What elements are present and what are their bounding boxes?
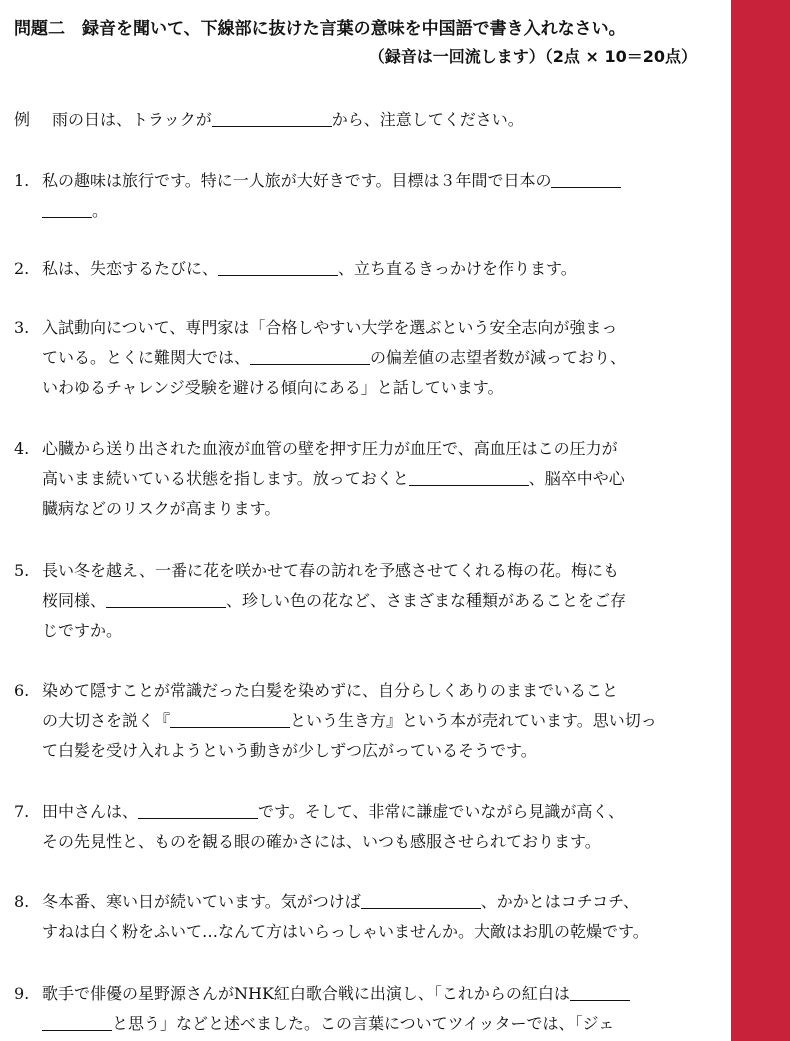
question-line: て白髪を受け入れようという動きが少しずつ広がっているそうです。 — [42, 741, 537, 760]
question-1 — [14, 166, 704, 226]
answer-blank[interactable] — [170, 709, 290, 728]
question-text: という生き方』という本が売れています。思い切っ — [290, 711, 657, 730]
question-number: 9. — [14, 984, 30, 1003]
question-text: 歌手で俳優の星野源さんがNHK紅白歌合戦に出演し、「これからの紅白は — [42, 984, 570, 1003]
question-line — [42, 254, 704, 284]
question-5 — [14, 556, 704, 646]
example-text-after: から、注意してください。 — [331, 110, 524, 129]
question-8 — [14, 887, 704, 947]
question-text: 高いまま続いている状態を指します。放っておくと — [42, 469, 409, 488]
answer-blank[interactable] — [570, 982, 630, 1001]
section-title: 問題二 録音を聞いて、下線部に抜けた言葉の意味を中国語で書き入れなさい。 — [14, 19, 626, 39]
question-line: 長い冬を越え、一番に花を咲かせて春の訪れを予感させてくれる梅の花。梅にも — [42, 561, 619, 580]
red-side-bar — [731, 0, 790, 1041]
question-4 — [14, 434, 704, 524]
question-line: すねは白く粉をふいて…なんて方はいらっしゃいませんか。大敵はお肌の乾燥です。 — [42, 922, 649, 941]
question-text: 、立ち直るきっかけを作ります。 — [338, 259, 577, 278]
question-text: 、脳卒中や心 — [528, 469, 625, 488]
question-line: じですか。 — [42, 621, 123, 640]
question-text: の大切さを説く『 — [42, 711, 171, 730]
answer-blank[interactable] — [250, 346, 370, 365]
question-line — [42, 797, 704, 827]
answer-blank[interactable] — [42, 1012, 112, 1031]
question-text: です。そして、非常に謙虚でいながら見識が高く、 — [258, 802, 625, 821]
question-line — [42, 887, 704, 917]
question-line: 染めて隠すことが常識だった白髪を染めずに、自分らしくありのままでいること — [42, 681, 619, 700]
question-text: 田中さんは、 — [42, 802, 139, 821]
answer-blank[interactable] — [361, 890, 481, 909]
question-2 — [14, 254, 704, 284]
question-line — [42, 586, 704, 616]
answer-blank[interactable] — [42, 199, 92, 218]
question-number: 7. — [14, 802, 30, 821]
question-text: 、珍しい色の花など、さまざまな種類があることをご存 — [226, 591, 627, 610]
answer-blank[interactable] — [106, 589, 226, 608]
example-blank[interactable] — [212, 108, 332, 127]
question-number: 1. — [14, 171, 30, 190]
question-line: その先見性と、ものを観る眼の確かさには、いつも感服させられております。 — [42, 832, 601, 851]
question-line: 入試動向について、専門家は「合格しやすい大学を選ぶという安全志向が強まっ — [42, 318, 618, 337]
question-line — [42, 1009, 704, 1039]
question-line — [42, 979, 704, 1009]
question-text: と思う」などと述べました。この言葉についてツイッターでは、「ジェ — [112, 1014, 615, 1033]
question-line: 臓病などのリスクが高まります。 — [42, 499, 281, 518]
question-line — [42, 343, 704, 373]
answer-blank[interactable] — [551, 169, 621, 188]
question-line — [42, 196, 704, 226]
question-number: 8. — [14, 892, 30, 911]
scoring-note: （録音は一回流します）（2点 × 10＝20点） — [368, 47, 697, 66]
question-text: 、かかとはコチコチ、 — [480, 892, 639, 911]
question-line — [42, 706, 704, 736]
question-line — [42, 166, 704, 196]
question-line — [42, 464, 704, 494]
question-6 — [14, 676, 704, 766]
question-number: 6. — [14, 681, 30, 700]
question-text: 私の趣味は旅行です。特に一人旅が大好きです。目標は３年間で日本の — [42, 171, 552, 190]
question-9 — [14, 979, 704, 1039]
question-text: 。 — [92, 201, 109, 220]
question-3 — [14, 313, 704, 403]
question-line: いわゆるチャレンジ受験を避ける傾向にある」と話しています。 — [42, 378, 504, 397]
question-number: 5. — [14, 561, 30, 580]
question-number: 2. — [14, 259, 30, 278]
question-text: 桜同様、 — [42, 591, 107, 610]
answer-blank[interactable] — [409, 467, 529, 486]
question-text: 冬本番、寒い日が続いています。気がつけば — [42, 892, 361, 911]
answer-blank[interactable] — [218, 257, 338, 276]
question-number: 4. — [14, 439, 30, 458]
example-sentence — [14, 108, 524, 132]
example-label: 例 — [14, 110, 31, 129]
question-text: ている。とくに難関大では、 — [42, 348, 251, 367]
answer-blank[interactable] — [138, 800, 258, 819]
question-text: の偏差値の志望者数が減っており、 — [370, 348, 627, 367]
example-text-before: 雨の日は、トラックが — [52, 110, 212, 129]
question-number: 3. — [14, 318, 30, 337]
question-7 — [14, 797, 704, 857]
question-text: 私は、失恋するたびに、 — [42, 259, 219, 278]
question-line: 心臓から送り出された血液が血管の壁を押す圧力が血圧で、高血圧はこの圧力が — [42, 439, 618, 458]
